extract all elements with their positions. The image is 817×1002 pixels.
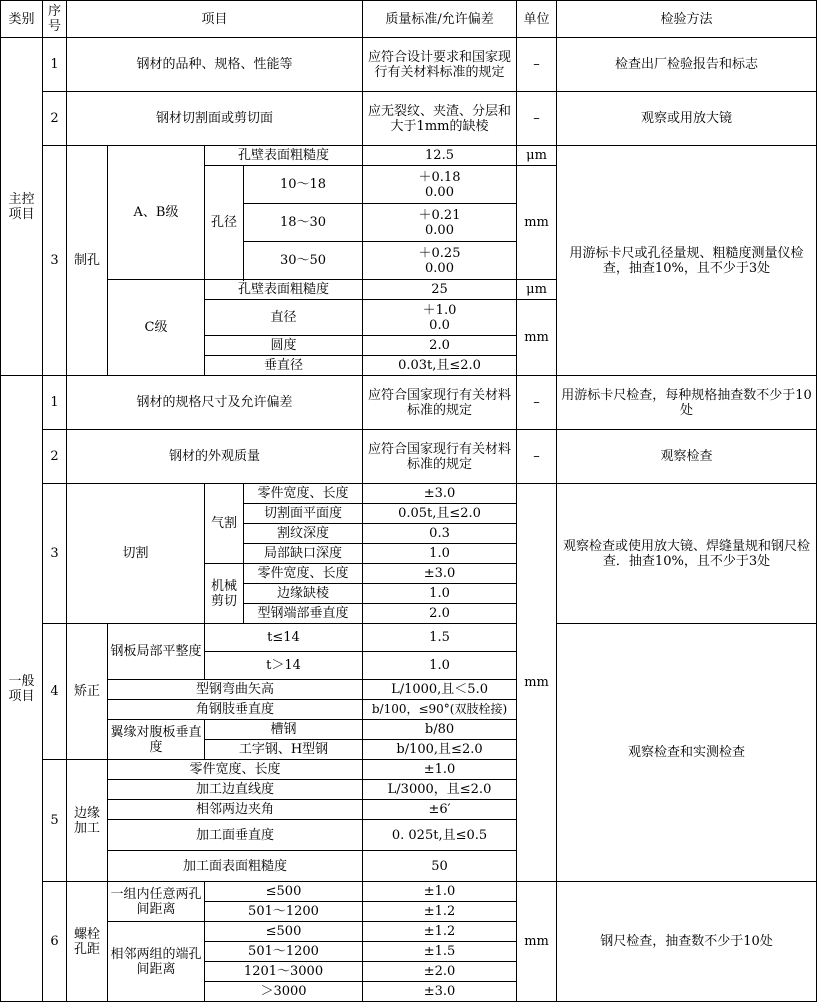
row-no: 1 bbox=[43, 38, 67, 92]
header-standard: 质量标准/允许偏差 bbox=[363, 1, 517, 38]
standard-cell: ±1.2 bbox=[363, 922, 517, 942]
header-no: 序号 bbox=[43, 1, 67, 38]
item-cell: 螺栓孔距 bbox=[67, 882, 108, 1002]
grade-c: C级 bbox=[108, 280, 205, 376]
unit-cell: μm bbox=[517, 146, 557, 166]
standard-cell: 0. 025t,且≤0.5 bbox=[363, 820, 517, 851]
category-main: 主控项目 bbox=[1, 38, 43, 376]
range-cell: 18～30 bbox=[244, 204, 363, 242]
sub-item: 垂直径 bbox=[205, 356, 363, 376]
unit-cell: – bbox=[517, 430, 557, 484]
method-cell: 观察检查 bbox=[557, 430, 817, 484]
standard-cell: 1.0 bbox=[363, 544, 517, 564]
item-cell: 钢材切割面或剪切面 bbox=[67, 92, 363, 146]
item-cell: 钢材的品种、规格、性能等 bbox=[67, 38, 363, 92]
lower-value: 0.00 bbox=[425, 184, 454, 200]
unit-cell: mm bbox=[517, 882, 557, 1002]
range-cell: ＞3000 bbox=[205, 982, 363, 1002]
upper-value: ＋0.25 bbox=[418, 245, 461, 261]
standard-cell bbox=[363, 204, 517, 242]
row-no: 1 bbox=[43, 376, 67, 430]
standard-cell: L/3000，且≤2.0 bbox=[363, 780, 517, 800]
range-cell: 1201～3000 bbox=[205, 962, 363, 982]
sub-item: t≤14 bbox=[205, 624, 363, 652]
standard-cell: 0.03t,且≤2.0 bbox=[363, 356, 517, 376]
lower-value: 0.00 bbox=[425, 222, 454, 238]
upper-value: ＋1.0 bbox=[422, 302, 457, 318]
standard-cell: b/80 bbox=[363, 720, 517, 740]
standard-cell: 0.05t,且≤2.0 bbox=[363, 504, 517, 524]
method-cell: 观察或用放大镜 bbox=[557, 92, 817, 146]
standard-cell: ±1.2 bbox=[363, 902, 517, 922]
standard-cell: 2.0 bbox=[363, 604, 517, 624]
unit-cell: – bbox=[517, 376, 557, 430]
standard-cell: 1.0 bbox=[363, 584, 517, 604]
standard-cell bbox=[363, 300, 517, 336]
header-category: 类别 bbox=[1, 1, 43, 38]
standard-cell: 25 bbox=[363, 280, 517, 300]
method-cell: 用游标卡尺检查，每种规格抽查数不少于10处 bbox=[557, 376, 817, 430]
standard-cell: ±3.0 bbox=[363, 564, 517, 584]
standard-cell: b/100，≤90°(双肢栓接) bbox=[363, 700, 517, 720]
sub-item: 加工边直线度 bbox=[108, 780, 363, 800]
unit-cell: – bbox=[517, 38, 557, 92]
range-cell: ≤500 bbox=[205, 882, 363, 902]
row-no: 5 bbox=[43, 760, 67, 882]
sub-item: 孔壁表面粗糙度 bbox=[205, 146, 363, 166]
grade-ab: A、B级 bbox=[108, 146, 205, 280]
header-unit: 单位 bbox=[517, 1, 557, 38]
standard-cell: ±3.0 bbox=[363, 982, 517, 1002]
row-no: 3 bbox=[43, 146, 67, 376]
row-no: 6 bbox=[43, 882, 67, 1002]
unit-cell: mm bbox=[517, 484, 557, 882]
standard-cell: L/1000,且＜5.0 bbox=[363, 680, 517, 700]
standard-cell: b/100,且≤2.0 bbox=[363, 740, 517, 760]
sub-item: 相邻两组的端孔间距离 bbox=[108, 922, 205, 1002]
unit-cell: mm bbox=[517, 300, 557, 376]
lower-value: 0.00 bbox=[425, 260, 454, 276]
method-cell: 钢尺检查，抽查数不少于10处 bbox=[557, 882, 817, 1002]
range-cell: 30～50 bbox=[244, 242, 363, 280]
item-cell: 钢材的规格尺寸及允许偏差 bbox=[67, 376, 363, 430]
sub-item: 型钢弯曲矢高 bbox=[108, 680, 363, 700]
range-cell: 10～18 bbox=[244, 166, 363, 204]
item-cell: 钢材的外观质量 bbox=[67, 430, 363, 484]
standard-cell bbox=[363, 242, 517, 280]
sub-item: 切割面平面度 bbox=[244, 504, 363, 524]
standard-cell: 应符合设计要求和国家现行有关材料标准的规定 bbox=[363, 38, 517, 92]
sub-item: 工字钢、H型钢 bbox=[205, 740, 363, 760]
category-general: 一般项目 bbox=[1, 376, 43, 1002]
sub-item: 孔径 bbox=[205, 166, 244, 280]
sub-item: 相邻两边夹角 bbox=[108, 800, 363, 820]
sub-item: 加工面表面粗糙度 bbox=[108, 851, 363, 882]
sub-item: 角钢肢垂直度 bbox=[108, 700, 363, 720]
upper-value: ＋0.21 bbox=[418, 207, 461, 223]
sub-item: 零件宽度、长度 bbox=[244, 564, 363, 584]
header-item: 项目 bbox=[67, 1, 363, 38]
standard-cell: ±1.0 bbox=[363, 882, 517, 902]
sub-item: 加工面垂直度 bbox=[108, 820, 363, 851]
standard-cell bbox=[363, 166, 517, 204]
header-method: 检验方法 bbox=[557, 1, 817, 38]
standard-cell: ±1.5 bbox=[363, 942, 517, 962]
standard-cell: 应符合国家现行有关材料标准的规定 bbox=[363, 430, 517, 484]
method-cell: 观察检查或使用放大镜、焊缝量规和钢尺检查．抽查10%，且不少于3处 bbox=[557, 484, 817, 624]
row-no: 3 bbox=[43, 484, 67, 624]
sub-item: 机械剪切 bbox=[205, 564, 244, 624]
standard-cell: 12.5 bbox=[363, 146, 517, 166]
range-cell: 501～1200 bbox=[205, 902, 363, 922]
sub-item: 局部缺口深度 bbox=[244, 544, 363, 564]
standard-cell: 0.3 bbox=[363, 524, 517, 544]
standard-cell: ±1.0 bbox=[363, 760, 517, 780]
range-cell: 501～1200 bbox=[205, 942, 363, 962]
standard-cell: 1.0 bbox=[363, 652, 517, 680]
standard-cell: 1.5 bbox=[363, 624, 517, 652]
unit-cell: mm bbox=[517, 166, 557, 280]
method-cell: 观察检查和实测检查 bbox=[557, 624, 817, 882]
item-cell: 切割 bbox=[67, 484, 205, 624]
standard-cell: ±2.0 bbox=[363, 962, 517, 982]
sub-item: 翼缘对腹板垂直度 bbox=[108, 720, 205, 760]
unit-cell: μm bbox=[517, 280, 557, 300]
sub-item: 割纹深度 bbox=[244, 524, 363, 544]
method-cell: 用游标卡尺或孔径量规、粗糙度测量仪检查，抽查10%，且不少于3处 bbox=[557, 146, 817, 376]
row-no: 2 bbox=[43, 430, 67, 484]
sub-item: 槽钢 bbox=[205, 720, 363, 740]
sub-item: 孔壁表面粗糙度 bbox=[205, 280, 363, 300]
sub-item: 圆度 bbox=[205, 336, 363, 356]
standard-cell: 2.0 bbox=[363, 336, 517, 356]
standard-cell: 应符合国家现行有关材料标准的规定 bbox=[363, 376, 517, 430]
standard-cell: ±3.0 bbox=[363, 484, 517, 504]
upper-value: ＋0.18 bbox=[418, 169, 461, 185]
item-cell: 制孔 bbox=[67, 146, 108, 376]
sub-item: 零件宽度、长度 bbox=[108, 760, 363, 780]
item-cell: 矫正 bbox=[67, 624, 108, 760]
method-cell: 检查出厂检验报告和标志 bbox=[557, 38, 817, 92]
sub-item: 边缘缺棱 bbox=[244, 584, 363, 604]
item-cell: 边缘加工 bbox=[67, 760, 108, 882]
range-cell: ≤500 bbox=[205, 922, 363, 942]
sub-item: t＞14 bbox=[205, 652, 363, 680]
row-no: 2 bbox=[43, 92, 67, 146]
sub-item: 直径 bbox=[205, 300, 363, 336]
unit-cell: – bbox=[517, 92, 557, 146]
sub-item: 型钢端部垂直度 bbox=[244, 604, 363, 624]
sub-item: 一组内任意两孔间距离 bbox=[108, 882, 205, 922]
sub-item: 气割 bbox=[205, 484, 244, 564]
lower-value: 0.0 bbox=[429, 317, 450, 333]
row-no: 4 bbox=[43, 624, 67, 760]
standard-cell: ±6′ bbox=[363, 800, 517, 820]
sub-item: 钢板局部平整度 bbox=[108, 624, 205, 680]
standard-cell: 应无裂纹、夹渣、分层和大于1mm的缺棱 bbox=[363, 92, 517, 146]
standard-cell: 50 bbox=[363, 851, 517, 882]
sub-item: 零件宽度、长度 bbox=[244, 484, 363, 504]
